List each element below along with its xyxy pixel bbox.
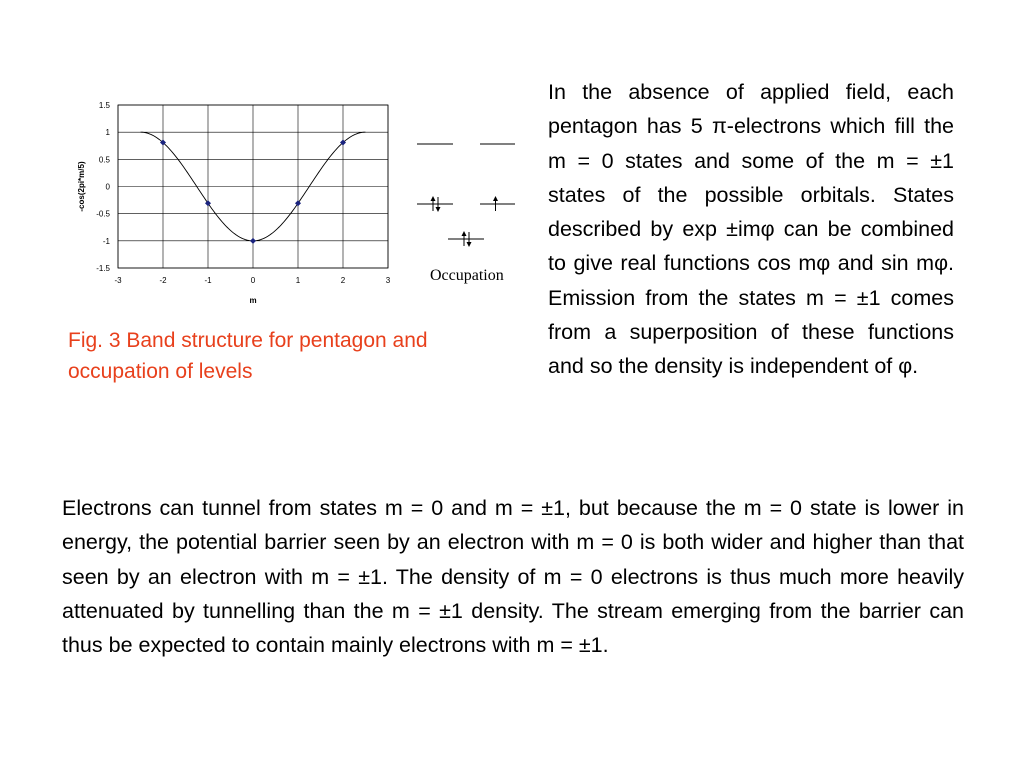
spin-up-arrowhead <box>493 196 498 201</box>
data-point <box>250 238 256 244</box>
x-tick-label: -1 <box>204 276 212 285</box>
y-tick-label: 1.5 <box>98 101 110 110</box>
side-paragraph-text: In the absence of applied field, each pentagon has 5 π-electrons which fill the m = 0 states and some of the m = ±1 states of the possible orbitals. States described by exp ±imφ can be combined to give real functions cos mφ and sin mφ. Emission from the states m = ±1 comes from a superposition of these functions and so the density is independent of φ. <box>548 80 954 379</box>
band-structure-chart <box>60 92 520 322</box>
y-tick-label: 0 <box>105 182 110 192</box>
caption-text: Fig. 3 Band structure for pentagon and occupation of levels <box>68 329 428 383</box>
x-axis-label: m <box>249 296 257 305</box>
y-tick-label: -0.5 <box>96 209 110 219</box>
body-paragraph-text: Electrons can tunnel from states m = 0 and m = ±1, but because the m = 0 state is lower in energy, the potential barrier seen by an electron with m = 0 is both wider and higher than that seen by an electron with m = ±1. The density of m = 0 electrons is thus much more heavily attenuated by tunnelling than the m = ±1 density. The stream emerging from the barrier can thus be expected to contain mainly electrons with m = ±1. <box>62 496 964 658</box>
data-point <box>295 200 301 206</box>
y-tick-label: -1 <box>102 236 110 246</box>
occupation-diagram <box>417 144 515 284</box>
band-structure-figure <box>60 92 520 322</box>
y-tick-label: 0.5 <box>98 155 110 165</box>
x-tick-label: 1 <box>295 276 301 285</box>
spin-down-arrowhead <box>467 242 472 247</box>
data-point <box>205 200 211 206</box>
x-tick-label: 0 <box>250 276 256 285</box>
x-tick-label: -3 <box>114 276 122 285</box>
x-tick-label: -2 <box>159 276 167 285</box>
spin-up-arrowhead <box>462 231 467 236</box>
x-tick-label: 2 <box>340 276 346 285</box>
plot-area <box>77 101 391 305</box>
body-paragraph <box>62 491 964 662</box>
y-tick-label: 1 <box>105 128 110 138</box>
side-paragraph <box>548 75 954 384</box>
occupation-label: Occupation <box>430 267 504 284</box>
y-tick-label: -1.5 <box>96 264 110 273</box>
figure-caption <box>68 325 498 387</box>
x-tick-label: 3 <box>385 276 391 285</box>
y-axis-label: -cos(2pi*m/5) <box>77 161 86 212</box>
spin-up-arrowhead <box>431 196 436 201</box>
spin-down-arrowhead <box>436 207 441 212</box>
